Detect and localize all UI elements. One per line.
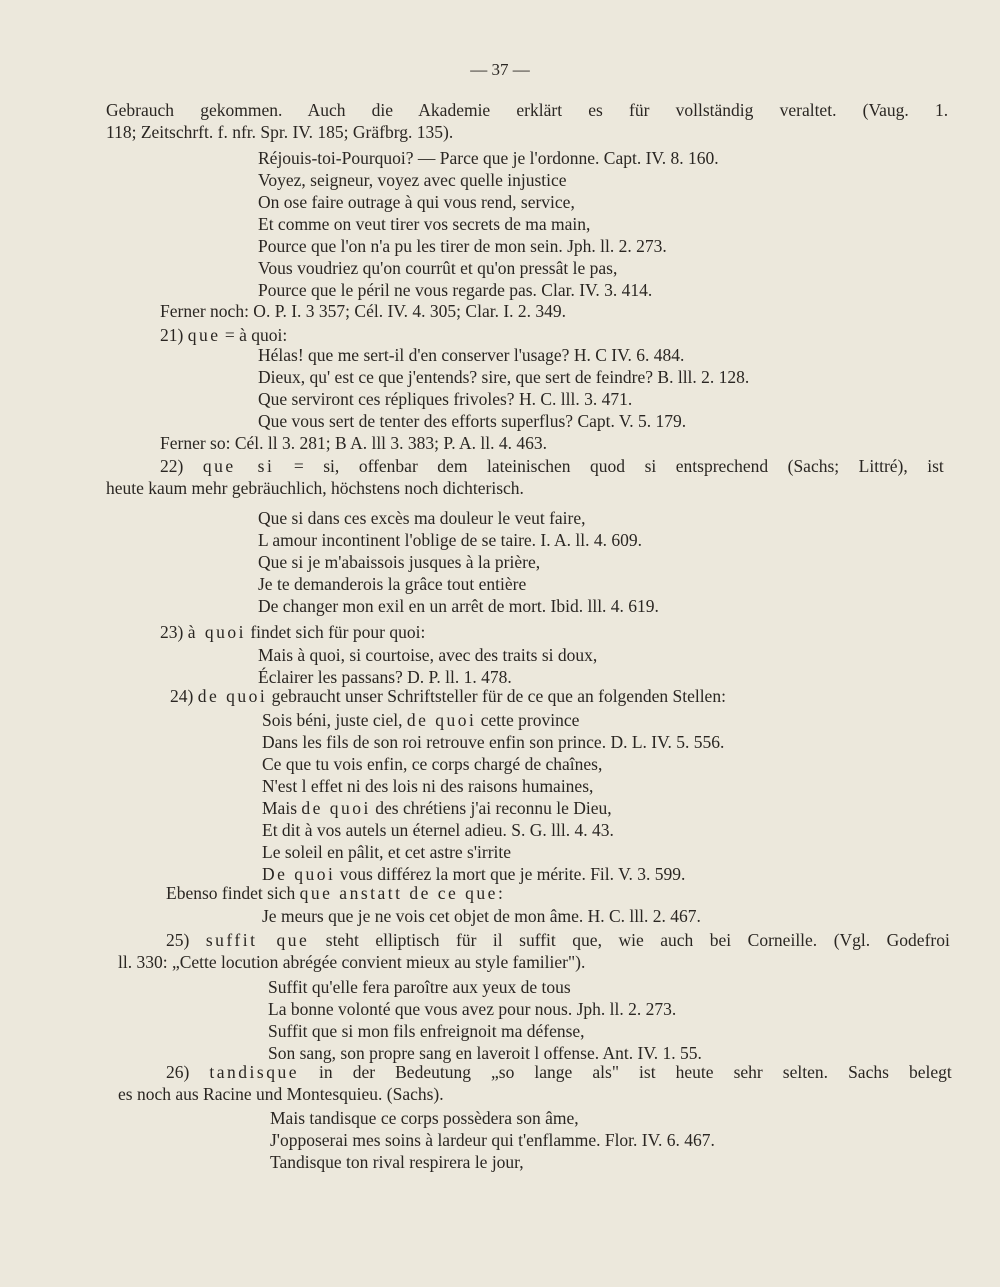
- line-text: 25): [166, 930, 206, 950]
- line-text: Vous voudriez qu'on courrût et qu'on pressât le pas,: [258, 258, 618, 278]
- line-text: L amour incontinent l'oblige de se taire. I. A. ll. 4. 609.: [258, 530, 643, 550]
- text-line: [258, 280, 652, 300]
- text-line: [160, 433, 547, 453]
- text-line: [258, 214, 590, 234]
- text-line: [160, 456, 944, 476]
- spaced-term: De quoi: [262, 864, 336, 884]
- text-line: [258, 389, 632, 409]
- line-text: = si, offenbar dem lateinischen quod si entsprechend (Sachs; Littré), ist: [274, 456, 944, 476]
- line-text: findet sich für pour quoi:: [245, 622, 426, 642]
- text-line: [270, 1130, 715, 1150]
- line-text: Suffit qu'elle fera paroître aux yeux de tous: [268, 977, 571, 997]
- text-line: [258, 258, 617, 278]
- line-text: Dieux, qu' est ce que j'entends? sire, que sert de feindre? B. lll. 2. 128.: [258, 367, 750, 387]
- spaced-term: suffit que: [205, 930, 310, 950]
- line-text: Son sang, son propre sang en laveroit l offense. Ant. IV. 1. 55.: [268, 1043, 702, 1063]
- text-line: [258, 345, 684, 365]
- line-text: La bonne volonté que vous avez pour nous. Jph. ll. 2. 273.: [268, 999, 677, 1019]
- text-line: [258, 508, 586, 528]
- spaced-term: que si: [202, 456, 275, 476]
- text-line: [268, 999, 676, 1019]
- text-line: [118, 1084, 444, 1104]
- line-text: Je te demanderois la grâce tout entière: [258, 574, 527, 594]
- line-text: Ferner so: Cél. ll 3. 281; B A. lll 3. 383; P. A. ll. 4. 463.: [160, 433, 547, 453]
- line-text: steht elliptisch für il suffit que, wie auch bei Corneille. (Vgl. Godefroi: [309, 930, 950, 950]
- line-text: Voyez, seigneur, voyez avec quelle injustice: [258, 170, 567, 190]
- text-line: [262, 710, 579, 730]
- text-line: [160, 622, 425, 642]
- line-text: Ferner noch: O. P. I. 3 357; Cél. IV. 4. 305; Clar. I. 2. 349.: [160, 301, 567, 321]
- text-line: [262, 732, 724, 752]
- line-text: Que vous sert de tenter des efforts superflus? Capt. V. 5. 179.: [258, 411, 687, 431]
- line-text: Mais à quoi, si courtoise, avec des traits si doux,: [258, 645, 598, 665]
- text-line: [258, 530, 642, 550]
- line-text: Mais: [262, 798, 302, 818]
- text-line: [258, 645, 597, 665]
- line-text: gebraucht unser Schriftsteller für de ce que an folgenden Stellen:: [267, 686, 726, 706]
- line-text: Tandisque ton rival respirera le jour,: [270, 1152, 524, 1172]
- line-text: Ce que tu vois enfin, ce corps chargé de chaînes,: [262, 754, 603, 774]
- line-text: = à quoi:: [220, 325, 288, 345]
- line-text: Pource que l'on n'a pu les tirer de mon sein. Jph. ll. 2. 273.: [258, 236, 667, 256]
- line-text: es noch aus Racine und Montesquieu. (Sachs).: [118, 1084, 444, 1104]
- text-line: [262, 906, 701, 926]
- text-line: [258, 170, 567, 190]
- line-text: 24): [170, 686, 198, 706]
- text-line: [106, 100, 948, 120]
- line-text: Et dit à vos autels un éternel adieu. S. G. lll. 4. 43.: [262, 820, 614, 840]
- line-text: in der Bedeutung „so lange als" ist heute sehr selten. Sachs belegt: [298, 1062, 952, 1082]
- line-text: Et comme on veut tirer vos secrets de ma main,: [258, 214, 591, 234]
- page-number: — 37 —: [470, 60, 530, 79]
- text-line: [160, 325, 287, 345]
- text-line: [258, 596, 659, 616]
- line-text: Suffit que si mon fils enfreignoit ma défense,: [268, 1021, 585, 1041]
- line-text: J'opposerai mes soins à lardeur qui t'enflamme. Flor. IV. 6. 467.: [270, 1130, 715, 1150]
- spaced-term: que anstatt de ce que: [299, 883, 498, 903]
- text-line: [258, 192, 575, 212]
- text-line: [106, 122, 453, 142]
- text-line: [170, 686, 726, 706]
- line-text: De changer mon exil en un arrêt de mort. Ibid. lll. 4. 619.: [258, 596, 659, 616]
- text-line: [268, 977, 571, 997]
- line-text: 118; Zeitschrft. f. nfr. Spr. IV. 185; Gräfbrg. 135).: [106, 122, 454, 142]
- line-text: Le soleil en pâlit, et cet astre s'irrite: [262, 842, 512, 862]
- line-text: Que serviront ces répliques frivoles? H. C. lll. 3. 471.: [258, 389, 633, 409]
- line-text: 26): [166, 1062, 210, 1082]
- line-text: ll. 330: „Cette locution abrégée convient mieux au style familier").: [118, 952, 586, 972]
- text-line: [118, 952, 585, 972]
- text-line: [262, 754, 602, 774]
- text-line: [166, 930, 950, 950]
- text-line: [270, 1108, 579, 1128]
- line-text: 21): [160, 325, 188, 345]
- line-text: Dans les fils de son roi retrouve enfin son prince. D. L. IV. 5. 556.: [262, 732, 725, 752]
- spaced-term: de quoi: [406, 710, 477, 730]
- text-line: [160, 301, 566, 321]
- spaced-term: tandisque: [209, 1062, 299, 1082]
- spaced-term: que: [187, 325, 221, 345]
- text-line: [258, 667, 512, 687]
- text-line: [106, 478, 524, 498]
- text-line: [268, 1021, 585, 1041]
- line-text: Hélas! que me sert-il d'en conserver l'usage? H. C IV. 6. 484.: [258, 345, 685, 365]
- line-text: Mais tandisque ce corps possèdera son âme,: [270, 1108, 579, 1128]
- text-line: [262, 776, 593, 796]
- line-text: :: [497, 883, 503, 903]
- text-line: [258, 552, 540, 572]
- text-line: [262, 820, 614, 840]
- line-text: vous différez la mort que je mérite. Fil. V. 3. 599.: [335, 864, 686, 884]
- text-line: [262, 842, 511, 862]
- text-line: [268, 1043, 702, 1063]
- line-text: Pource que le péril ne vous regarde pas. Clar. IV. 3. 414.: [258, 280, 653, 300]
- text-line: [166, 1062, 952, 1082]
- text-line: [258, 367, 749, 387]
- line-text: cette province: [476, 710, 580, 730]
- line-text: Réjouis-toi-Pourquoi? — Parce que je l'ordonne. Capt. IV. 8. 160.: [258, 148, 719, 168]
- line-text: Sois béni, juste ciel,: [262, 710, 407, 730]
- text-line: [258, 148, 719, 168]
- line-text: Que si dans ces excès ma douleur le veut faire,: [258, 508, 586, 528]
- spaced-term: de quoi: [197, 686, 268, 706]
- text-line: [262, 864, 685, 884]
- spaced-term: de quoi: [301, 798, 371, 818]
- text-line: [258, 411, 686, 431]
- line-text: N'est l effet ni des lois ni des raisons humaines,: [262, 776, 594, 796]
- text-line: [262, 798, 612, 818]
- line-text: des chrétiens j'ai reconnu le Dieu,: [370, 798, 612, 818]
- line-text: 23): [160, 622, 188, 642]
- line-text: Éclairer les passans? D. P. ll. 1. 478.: [258, 667, 512, 687]
- line-text: Que si je m'abaissois jusques à la prière,: [258, 552, 541, 572]
- line-text: Ebenso findet sich: [166, 883, 300, 903]
- line-text: 22): [160, 456, 203, 476]
- line-text: Gebrauch gekommen. Auch die Akademie erklärt es für vollständig veraltet. (Vaug. 1.: [106, 100, 949, 120]
- text-line: [258, 236, 667, 256]
- line-text: heute kaum mehr gebräuchlich, höchstens noch dichterisch.: [106, 478, 524, 498]
- text-line: [258, 574, 526, 594]
- line-text: Je meurs que je ne vois cet objet de mon âme. H. C. lll. 2. 467.: [262, 906, 701, 926]
- spaced-term: à quoi: [187, 622, 246, 642]
- text-line: [270, 1152, 524, 1172]
- text-line: [166, 883, 503, 903]
- line-text: On ose faire outrage à qui vous rend, service,: [258, 192, 575, 212]
